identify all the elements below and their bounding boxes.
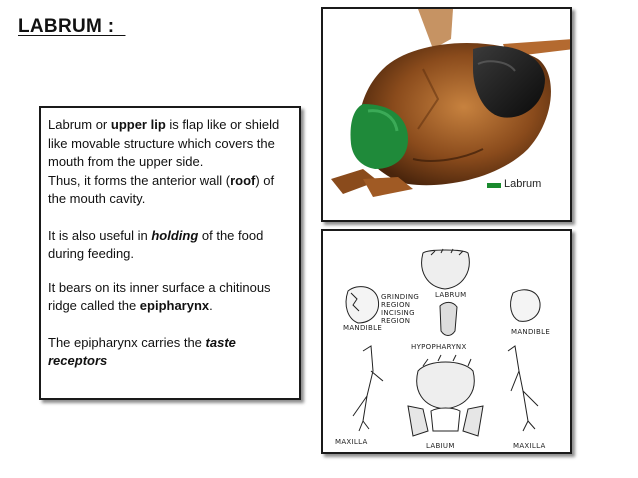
label-labium: LABIUM [426, 442, 455, 450]
paragraph-taste [48, 334, 293, 371]
text-run: It bears on its inner surface a chitinous ridge called the [48, 279, 271, 313]
labrum-legend-swatch [487, 183, 501, 188]
mouthparts-diagram [321, 229, 572, 454]
label-incising-region: INCISING REGION [381, 309, 415, 325]
text-run: The epipharynx carries the [48, 334, 206, 350]
cockroach-head-photo [321, 7, 572, 222]
text-run: is flap like or shield like movable structure which covers the mouth from the upper side. [48, 117, 280, 169]
slide-title: LABRUM : [18, 16, 126, 37]
paragraph-roof [48, 172, 293, 209]
text-run: Labrum or [48, 117, 111, 132]
text-run: It is also useful in [48, 227, 152, 243]
labrum-legend-label: Labrum [504, 178, 542, 190]
label-mandible-right: MANDIBLE [511, 328, 551, 336]
text-run: . [209, 298, 213, 313]
label-mandible-left: MANDIBLE [343, 324, 383, 332]
paragraph-holding [48, 227, 293, 264]
text-run: Thus, it forms the anterior wall ( [48, 172, 231, 188]
term-taste-receptors: taste receptors [48, 334, 236, 368]
label-hypopharynx: HYPOPHARYNX [411, 343, 467, 351]
label-labrum: LABRUM [435, 291, 467, 299]
description-text-box [39, 106, 301, 400]
term-upper-lip: upper lip [110, 117, 166, 132]
label-maxilla-left: MAXILLA [335, 438, 368, 446]
text-run: ) of the mouth cavity. [48, 172, 275, 206]
label-grinding-region: GRINDING REGION [381, 293, 420, 309]
cockroach-head-illustration [323, 9, 572, 222]
paragraph-definition [48, 116, 293, 172]
paragraph-epipharynx [48, 279, 293, 316]
label-maxilla-right: MAXILLA [513, 442, 546, 450]
term-epipharynx: epipharynx [139, 298, 210, 313]
term-holding: holding [151, 227, 199, 243]
term-roof: roof [230, 172, 256, 188]
text-run: of the food during feeding. [48, 227, 264, 261]
